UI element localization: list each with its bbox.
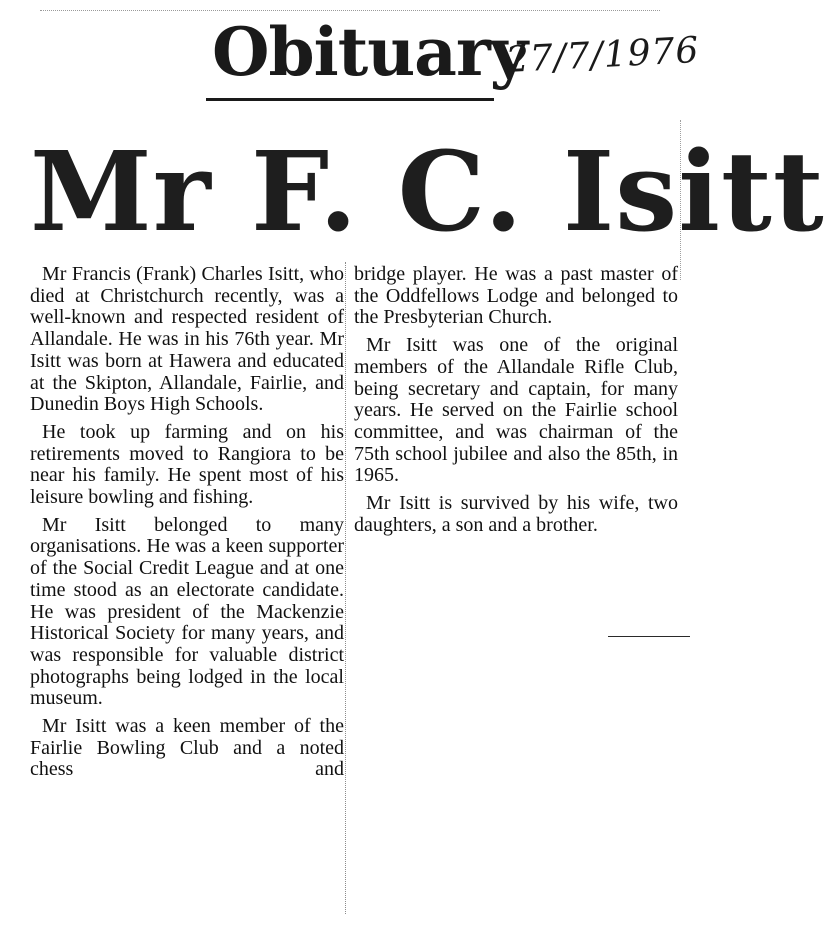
paragraph: Mr Isitt belonged to many organisations. He was a keen supporter of the Social Credit League and at one time stood as an electorate candidate. He was president of the Mackenzie Historical Society for many years, and was responsible for valuable district photographs being lodged in the local museum. [30,513,344,710]
section-heading: Obituary [212,13,528,91]
paragraph: Mr Isitt is survived by his wife, two daughters, a son and a brother. [354,492,678,536]
end-of-article-rule [608,636,690,637]
left-column [30,264,344,787]
headline: Mr F. C. Isitt [30,127,825,256]
paragraph: bridge player. He was a past master of the Oddfellows Lodge and belonged to the Presbyterian Church. [354,263,678,329]
clipping-edge [680,120,682,280]
paragraph: Mr Isitt was one of the original members of the Allandale Rifle Club, being secretary and captain, for many years. He served on the Fairlie school committee, and was chairman of the 75th school jubilee and also the 85th, in 1965. [354,334,678,487]
paragraph: Mr Francis (Frank) Charles Isitt, who died at Christchurch recently, was a well-known and respected resident of Allandale. He was in his 76th year. Mr Isitt was born at Hawera and educated at the Skipton, Allandale, Fairlie, and Dunedin Boys High Schools. [30,263,344,416]
right-column [354,264,678,542]
heading-underline [206,98,494,101]
handwritten-date: 27/7/1976 [504,29,701,81]
column-divider [345,262,347,914]
paragraph: Mr Isitt was a keen member of the Fairlie Bowling Club and a noted chess and [30,715,344,781]
paragraph: He took up farming and on his retirements moved to Rangiora to be near his family. He spent most of his leisure bowling and fishing. [30,420,344,509]
scan-edge-line [40,10,660,11]
